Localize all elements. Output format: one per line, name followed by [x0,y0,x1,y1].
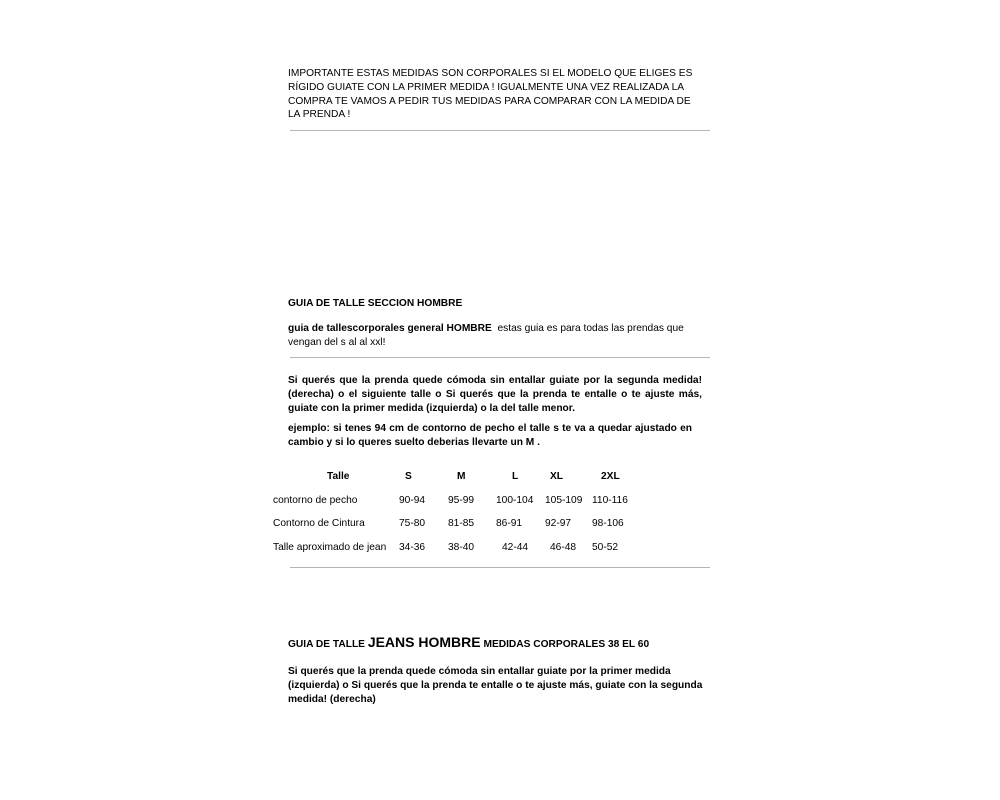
table-header: Talle [327,471,350,482]
table-cell: 86-91 [496,518,523,529]
divider [290,357,710,358]
table-cell: 75-80 [399,518,426,529]
jeans-advice-line: (izquierda) o Si querés que la prenda te entalle o te ajuste más, guiate con la segunda [288,679,703,691]
table-cell: 81-85 [448,518,475,529]
table-header: S [405,471,412,482]
hombre-example: ejemplo: si tenes 94 cm de contorno de pecho el talle s te va a quedar ajustado en cambio y si lo queres suelto deberias llevarte un M . [288,423,692,448]
table-cell: 105-109 [545,495,583,506]
table-cell: 98-106 [592,518,624,529]
notice-line: IMPORTANTE ESTAS MEDIDAS SON CORPORALES SI EL MODELO QUE ELIGES ES [288,68,693,79]
hombre-intro [288,322,708,350]
table-cell: 110-116 [592,495,628,506]
table-cell: 42-44 [502,542,529,553]
table-header: M [457,471,466,482]
jeans-advice-line: Si querés que la prenda quede cómoda sin entallar guiate por la primer medida [288,666,671,677]
table-cell: 95-99 [448,495,475,506]
table-row-label: Contorno de Cintura [273,518,365,529]
table-header: XL [550,471,564,482]
intro-bold: guia de tallescorporales general HOMBRE [288,323,492,334]
section-title-jeans [288,636,649,652]
intro-rest-2: vengan del s al al xxl! [288,336,386,348]
jeans-title-suffix: MEDIDAS CORPORALES 38 EL 60 [483,639,650,650]
jeans-advice [288,665,718,706]
notice-block [288,67,718,122]
jeans-title-prefix: GUIA DE TALLE [288,639,365,650]
jeans-title-big: JEANS HOMBRE [367,634,481,650]
table-row-label: Talle aproximado de jean [273,542,387,553]
jeans-advice-line: medida! (derecha) [288,693,376,705]
table-cell: 34-36 [399,542,426,553]
notice-line: COMPRA TE VAMOS A PEDIR TUS MEDIDAS PARA COMPARAR CON LA MEDIDA DE [288,95,691,107]
notice-line: RÍGIDO GUIATE CON LA PRIMER MEDIDA ! IGUALMENTE UNA VEZ REALIZADA LA [288,81,685,93]
table-header: 2XL [601,471,620,482]
section-title-hombre: GUIA DE TALLE SECCION HOMBRE [288,298,463,309]
table-cell: 38-40 [448,542,475,553]
table-cell: 50-52 [592,542,619,553]
notice-line: LA PRENDA ! [288,109,351,121]
table-cell: 90-94 [399,495,426,506]
table-cell: 46-48 [550,542,577,553]
hombre-advice: Si querés que la prenda quede cómoda sin entallar guiate por la segunda medida! (derecha) o el siguiente talle o Si querés que la prenda te entalle o te ajuste más, guiate con la primer medida (izquierda) o la del talle menor. [288,375,702,414]
table-header: L [512,471,519,482]
divider [290,567,710,568]
divider [290,130,710,131]
table-cell: 92-97 [545,518,572,529]
table-cell: 100-104 [496,495,534,506]
table-row-label: contorno de pecho [273,495,358,506]
intro-rest: estas guia es para todas las prendas que [491,323,684,334]
